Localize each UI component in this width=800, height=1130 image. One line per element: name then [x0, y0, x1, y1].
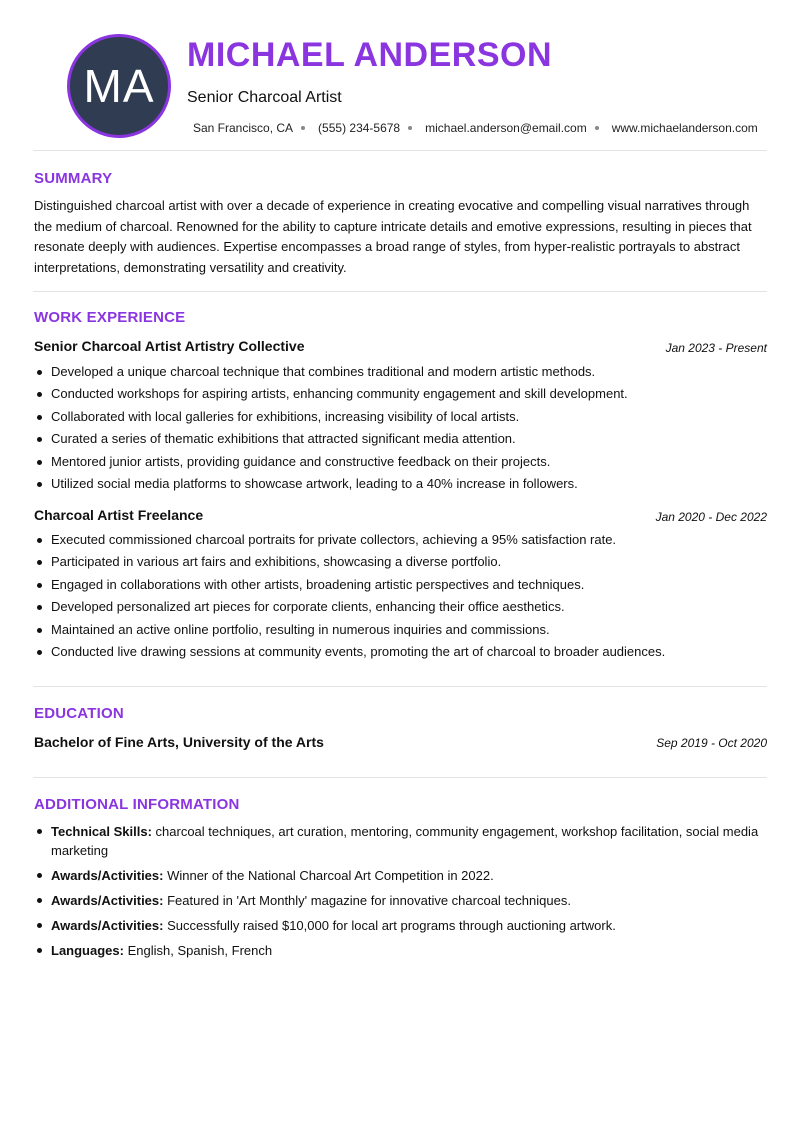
education-heading: EDUCATION [34, 705, 124, 722]
list-item [34, 866, 769, 885]
avatar-initials: MA [83, 60, 155, 112]
job-date: Jan 2023 - Present [665, 341, 767, 355]
item-label: Awards/Activities: [51, 918, 164, 933]
list-item [34, 916, 769, 935]
list-item: Engaged in collaborations with other artists, broadening artistic perspectives and techniques. [34, 574, 769, 596]
item-label: Awards/Activities: [51, 893, 164, 908]
divider [33, 686, 767, 687]
list-item: Participated in various art fairs and exhibitions, showcasing a diverse portfolio. [34, 551, 769, 573]
contact-website: www.michaelanderson.com [611, 121, 758, 135]
divider [33, 291, 767, 292]
list-item: Collaborated with local galleries for exhibitions, increasing visibility of local artists. [34, 406, 769, 428]
list-item: Maintained an active online portfolio, resulting in numerous inquiries and commissions. [34, 619, 769, 641]
item-text: Successfully raised $10,000 for local art programs through auctioning artwork. [163, 918, 616, 933]
job-bullets [34, 529, 769, 663]
item-label: Awards/Activities: [51, 868, 164, 883]
divider [33, 150, 767, 151]
list-item: Conducted workshops for aspiring artists, enhancing community engagement and skill development. [34, 383, 769, 405]
separator-dot [301, 126, 305, 130]
item-label: Technical Skills: [51, 824, 152, 839]
item-text: charcoal techniques, art curation, mentoring, community engagement, workshop facilitation, social media marketing [51, 824, 759, 858]
job-bullets [34, 361, 769, 495]
job-title: Charcoal Artist Freelance [34, 507, 204, 523]
additional-heading: ADDITIONAL INFORMATION [34, 796, 240, 813]
list-item: Mentored junior artists, providing guidance and constructive feedback on their projects. [34, 451, 769, 473]
separator-dot [595, 126, 599, 130]
item-label: Languages: [51, 943, 124, 958]
contact-row [193, 121, 758, 135]
list-item [34, 891, 769, 910]
list-item [34, 822, 769, 860]
item-text: Featured in 'Art Monthly' magazine for innovative charcoal techniques. [163, 893, 571, 908]
summary-heading: SUMMARY [34, 170, 113, 187]
additional-list [34, 822, 769, 966]
divider [33, 777, 767, 778]
contact-email: michael.anderson@email.com [425, 121, 587, 135]
list-item: Conducted live drawing sessions at community events, promoting the art of charcoal to broader audiences. [34, 641, 769, 663]
degree-title: Bachelor of Fine Arts, University of the Arts [34, 734, 324, 750]
list-item: Developed personalized art pieces for corporate clients, enhancing their office aesthetics. [34, 596, 769, 618]
item-text: Winner of the National Charcoal Art Competition in 2022. [163, 868, 494, 883]
list-item: Utilized social media platforms to showcase artwork, leading to a 40% increase in followers. [34, 473, 769, 495]
avatar [67, 34, 171, 138]
summary-text: Distinguished charcoal artist with over a decade of experience in creating evocative and compelling visual narratives through the medium of charcoal. Renowned for the ability to capture intricate details and emotive expressions, resulting in pieces that resonate deeply with audiences. Expertise encompasses a broad range of styles, from hyper-realistic portrayals to abstract interpretations, demonstrating versatility and creativity. [34, 198, 752, 275]
candidate-name: MICHAEL ANDERSON [187, 36, 553, 74]
contact-phone: (555) 234-5678 [318, 121, 401, 135]
resume-header [33, 0, 767, 150]
contact-location: San Francisco, CA [193, 121, 294, 135]
job-date: Jan 2020 - Dec 2022 [655, 510, 767, 524]
candidate-role: Senior Charcoal Artist [187, 89, 342, 106]
list-item: Executed commissioned charcoal portraits for private collectors, achieving a 95% satisfaction rate. [34, 529, 769, 551]
list-item: Curated a series of thematic exhibitions that attracted significant media attention. [34, 428, 769, 450]
separator-dot [408, 126, 412, 130]
item-text: English, Spanish, French [123, 943, 273, 958]
list-item [34, 941, 769, 960]
education-date: Sep 2019 - Oct 2020 [656, 736, 767, 750]
job-title: Senior Charcoal Artist Artistry Collective [34, 338, 305, 354]
experience-heading: WORK EXPERIENCE [34, 309, 186, 326]
list-item: Developed a unique charcoal technique that combines traditional and modern artistic methods. [34, 361, 769, 383]
